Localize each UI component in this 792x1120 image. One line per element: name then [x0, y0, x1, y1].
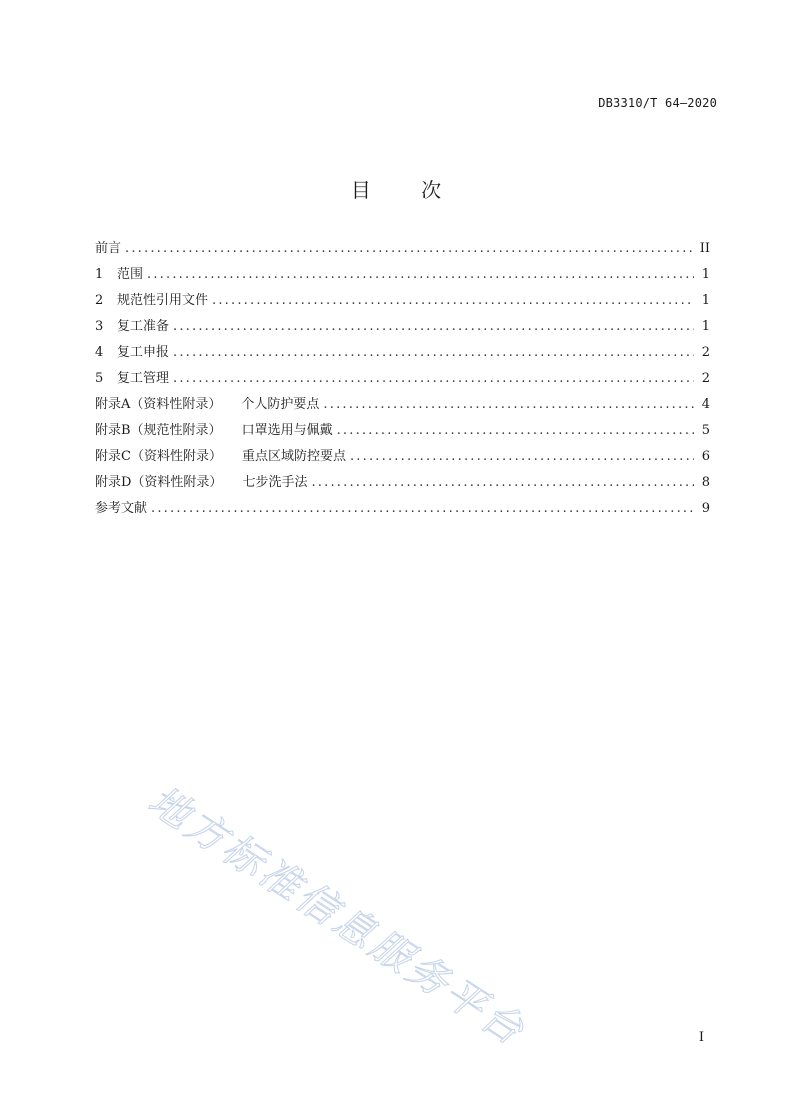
- toc-leader-dots: [311, 470, 694, 496]
- toc-entry-label: 附录B（规范性附录）: [95, 423, 222, 438]
- toc-leader-dots: [173, 340, 694, 366]
- toc-entry-application[interactable]: [95, 340, 710, 366]
- toc-leader-dots: [323, 392, 694, 418]
- toc-entry-foreword[interactable]: [95, 236, 710, 262]
- toc-entry-label: 参考文献: [95, 501, 148, 516]
- toc-entry-appendix-d[interactable]: [95, 470, 710, 496]
- toc-leader-dots: [173, 366, 694, 392]
- toc-leader-dots: [337, 418, 694, 444]
- toc-leader-dots: [173, 314, 694, 340]
- toc-entry-page: 1: [701, 293, 710, 308]
- toc-entry-number: 4: [95, 345, 104, 360]
- toc-entry-number: 1: [95, 267, 104, 282]
- toc-entry-subtitle: 重点区域防控要点: [241, 449, 346, 464]
- toc-entry-number: 2: [95, 293, 104, 308]
- toc-entry-page: 2: [701, 345, 710, 360]
- toc-entry-page: 1: [701, 319, 710, 334]
- toc-entry-page: 6: [701, 449, 710, 464]
- toc-entry-page: 5: [701, 423, 710, 438]
- toc-entry-label: 前言: [95, 241, 122, 256]
- toc-entry-page: II: [699, 241, 710, 256]
- toc-leader-dots: [350, 444, 694, 470]
- toc-entry-label: 附录A（资料性附录）: [95, 397, 222, 412]
- toc-entry-subtitle: 口罩选用与佩戴: [241, 423, 333, 438]
- toc-entry-label: 复工准备: [117, 319, 170, 334]
- toc-leader-dots: [125, 236, 694, 262]
- toc-entry-number: 5: [95, 371, 104, 386]
- toc-leader-dots: [212, 288, 694, 314]
- toc-entry-label: 附录C（资料性附录）: [95, 449, 222, 464]
- toc-entry-appendix-b[interactable]: [95, 418, 710, 444]
- toc-entry-label: 规范性引用文件: [117, 293, 209, 308]
- toc-entry-label: 复工申报: [117, 345, 170, 360]
- toc-entry-appendix-a[interactable]: [95, 392, 710, 418]
- toc-entry-number: 3: [95, 319, 104, 334]
- toc-entry-subtitle: 个人防护要点: [241, 397, 320, 412]
- toc-leader-dots: [151, 496, 694, 522]
- toc-entry-normative-references[interactable]: [95, 288, 710, 314]
- toc-entry-page: 9: [701, 501, 710, 516]
- toc-entry-scope[interactable]: [95, 262, 710, 288]
- toc-entry-subtitle: 七步洗手法: [242, 475, 308, 490]
- page-number: I: [698, 1030, 704, 1045]
- toc-entry-appendix-c[interactable]: [95, 444, 710, 470]
- toc-leader-dots: [147, 262, 694, 288]
- toc-entry-page: 2: [701, 371, 710, 386]
- toc-entry-label: 范围: [117, 267, 144, 282]
- table-of-contents: [95, 236, 710, 522]
- toc-entry-preparation[interactable]: [95, 314, 710, 340]
- toc-entry-label: 复工管理: [117, 371, 170, 386]
- toc-entry-label: 附录D（资料性附录）: [95, 475, 223, 490]
- toc-entry-page: 8: [701, 475, 710, 490]
- toc-entry-bibliography[interactable]: [95, 496, 710, 522]
- watermark: 地方标准信息服务平台: [140, 777, 535, 1056]
- toc-entry-page: 4: [701, 397, 710, 412]
- toc-entry-page: 1: [701, 267, 710, 282]
- toc-entry-management[interactable]: [95, 366, 710, 392]
- toc-title: 目 次: [350, 178, 464, 202]
- document-code: DB3310/T 64—2020: [598, 96, 717, 110]
